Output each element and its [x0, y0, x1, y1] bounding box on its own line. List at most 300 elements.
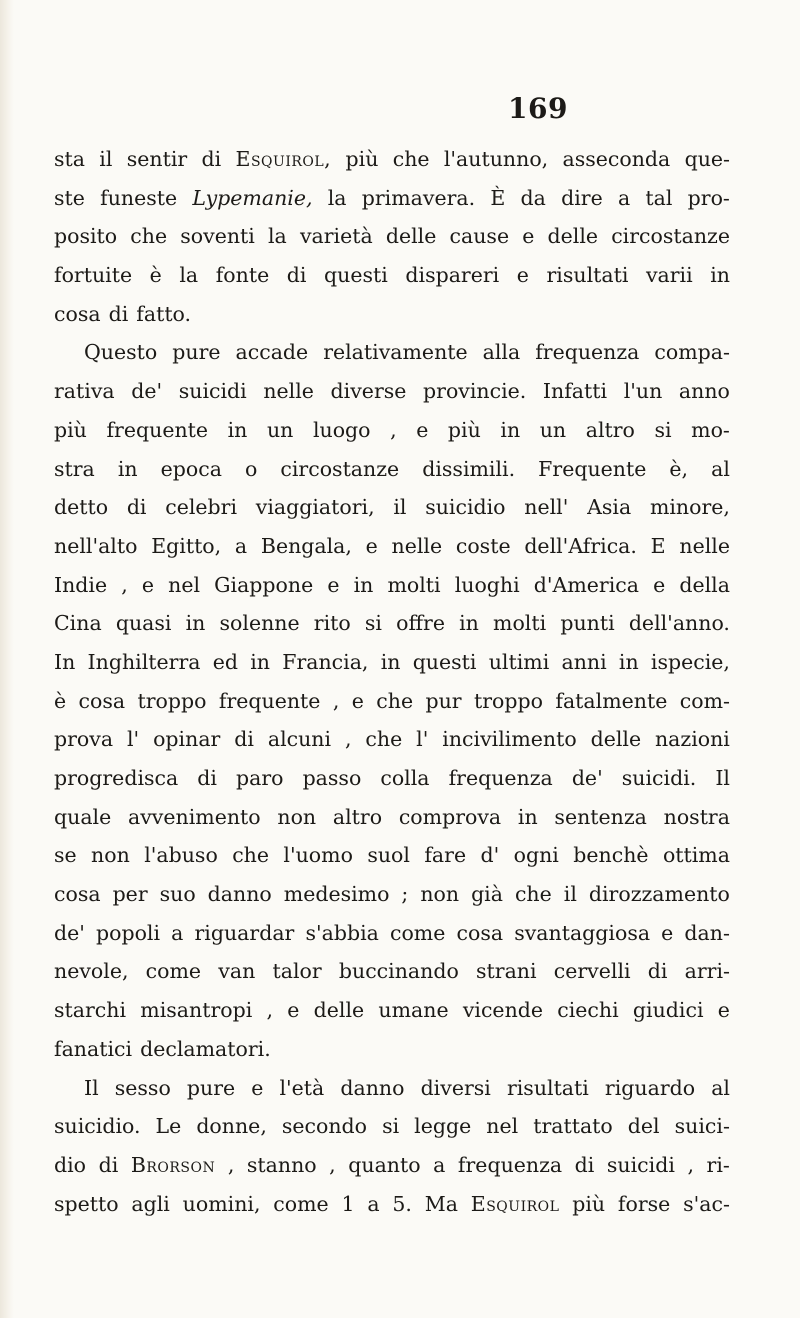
- word: di: [98, 1152, 119, 1177]
- word: l'uomo: [283, 843, 353, 868]
- word: detto: [54, 495, 109, 520]
- word: soventi: [180, 224, 255, 249]
- word: suo: [159, 882, 196, 907]
- word: frequente: [218, 688, 321, 713]
- word: dire: [561, 185, 603, 210]
- word: come: [145, 959, 202, 984]
- word: Inghilterra: [87, 649, 201, 674]
- word: anno: [678, 379, 730, 404]
- text-line: [54, 991, 730, 1030]
- word: in: [250, 649, 270, 674]
- word: suol: [367, 843, 410, 868]
- word: pro-: [687, 185, 730, 210]
- word: e: [522, 224, 535, 249]
- word: prova: [54, 727, 114, 752]
- word: delle: [385, 224, 437, 249]
- word: provincie.: [423, 379, 527, 404]
- word: cause: [449, 224, 510, 249]
- word: l': [416, 727, 429, 752]
- word: se: [54, 843, 77, 868]
- word: s'ac-: [683, 1191, 730, 1216]
- word: il: [563, 882, 577, 907]
- word: Ma: [424, 1191, 458, 1216]
- word: starchi: [54, 998, 127, 1023]
- text-line: [54, 333, 730, 372]
- word: nostra: [663, 804, 730, 829]
- word: Cina: [54, 611, 102, 636]
- word: trattato: [533, 1114, 613, 1139]
- word: ogni: [513, 843, 559, 868]
- text-line: [54, 411, 730, 450]
- word: si: [382, 1114, 400, 1139]
- word: e: [351, 688, 364, 713]
- word: avvenimento: [128, 804, 261, 829]
- word: nell': [524, 495, 569, 520]
- word: frequenza: [457, 1152, 563, 1177]
- word: di: [108, 301, 129, 326]
- word: a: [234, 533, 248, 558]
- word: vicende: [462, 998, 544, 1023]
- word: l'età: [279, 1075, 325, 1100]
- word: che: [376, 688, 414, 713]
- word: e: [516, 263, 529, 288]
- word: nel: [486, 1114, 519, 1139]
- text-line: [54, 1146, 730, 1185]
- word: svantaggiosa: [514, 920, 651, 945]
- word: in: [117, 456, 138, 481]
- text-line: [54, 682, 730, 721]
- word: giudici: [632, 998, 704, 1023]
- word: che: [130, 224, 168, 249]
- word: riguardar: [194, 920, 295, 945]
- text-line: [54, 1030, 730, 1069]
- word: quasi: [115, 611, 172, 636]
- text-line: [54, 604, 730, 643]
- word: fonte: [215, 263, 270, 288]
- word: ,: [687, 1152, 694, 1177]
- word: varii: [645, 263, 693, 288]
- word: molti: [493, 611, 547, 636]
- word: a: [433, 1152, 446, 1177]
- text-line: [54, 179, 730, 218]
- word: ri-: [706, 1152, 730, 1177]
- word: ottima: [662, 843, 730, 868]
- word: della: [679, 572, 730, 597]
- word: accade: [235, 340, 309, 365]
- word: ,: [332, 688, 340, 713]
- word: opinar: [153, 727, 221, 752]
- word: quale: [54, 804, 112, 829]
- word: agli: [131, 1191, 170, 1216]
- text-line: [54, 643, 730, 682]
- word: rativa: [54, 379, 115, 404]
- text-line: [54, 256, 730, 295]
- word: com-: [679, 688, 730, 713]
- word: luogo: [312, 417, 371, 442]
- word: paro: [236, 766, 284, 790]
- word: più: [447, 417, 481, 442]
- page-binding-edge: [0, 0, 14, 1318]
- word: in: [353, 572, 374, 597]
- word: cervelli: [553, 959, 631, 984]
- word: la: [327, 185, 347, 210]
- word: cosa: [78, 688, 126, 713]
- word: è,: [669, 456, 689, 481]
- word: celebri: [165, 495, 238, 520]
- word: Lypemanie,: [192, 185, 313, 210]
- word: per: [112, 882, 148, 907]
- word: talor: [272, 959, 322, 984]
- text-line: [54, 952, 730, 991]
- word: donne,: [196, 1114, 267, 1139]
- word: dispareri: [405, 263, 500, 288]
- word: o: [245, 456, 258, 481]
- word: Giappone: [214, 572, 314, 597]
- word: È: [490, 185, 506, 210]
- word: secondo: [281, 1114, 368, 1139]
- word: diverse: [330, 379, 407, 404]
- word: in: [710, 263, 730, 288]
- word: colla: [380, 766, 430, 790]
- word: dan-: [684, 920, 730, 945]
- word: buccinando: [338, 959, 459, 984]
- word: in: [517, 804, 538, 829]
- word: più: [572, 1191, 606, 1216]
- word: che: [514, 882, 552, 907]
- word: che: [365, 727, 403, 752]
- word: quanto: [348, 1152, 421, 1177]
- word: uomini,: [182, 1191, 261, 1216]
- word: l': [126, 727, 140, 752]
- text-line: [54, 875, 730, 914]
- word: un: [539, 417, 567, 442]
- word: Egitto,: [151, 533, 222, 558]
- word: Le: [155, 1114, 182, 1139]
- word: che: [392, 147, 430, 171]
- word: solenne: [219, 611, 300, 636]
- word: d': [480, 843, 500, 868]
- word: funeste: [100, 185, 178, 210]
- word: di: [201, 147, 222, 171]
- word: delle: [547, 224, 599, 249]
- word: pur: [425, 688, 462, 713]
- word: suicidi: [178, 379, 247, 404]
- word: nevole,: [54, 959, 129, 984]
- word: di: [647, 959, 668, 984]
- word: non: [420, 882, 460, 907]
- word: altro: [585, 417, 635, 442]
- word: mo-: [691, 417, 730, 442]
- word: Il: [715, 766, 730, 790]
- word: come: [389, 920, 446, 945]
- word: asseconda: [562, 147, 671, 171]
- word: riguardo: [604, 1075, 696, 1100]
- word: e: [661, 920, 674, 945]
- word: dell'anno.: [628, 611, 730, 636]
- body-text: [54, 140, 730, 1223]
- word: umane: [378, 998, 449, 1023]
- word: e: [141, 572, 155, 597]
- word: ed: [212, 649, 238, 674]
- word: l'autunno,: [443, 147, 549, 171]
- word: coste: [455, 533, 511, 558]
- word: fatalmente: [555, 688, 668, 713]
- word: de': [571, 766, 603, 790]
- text-line: [54, 488, 730, 527]
- word: de': [131, 379, 163, 404]
- word: molti: [387, 572, 441, 597]
- word: posito: [54, 224, 118, 249]
- text-line: [54, 140, 730, 179]
- word: in: [227, 417, 248, 442]
- word: cosa: [456, 920, 504, 945]
- text-line: [54, 759, 730, 798]
- word: delle: [590, 727, 642, 752]
- word: non: [91, 843, 130, 868]
- word: E: [650, 533, 666, 558]
- word: in: [500, 417, 521, 442]
- word: circostanze: [280, 456, 400, 481]
- word: e: [365, 533, 378, 558]
- word: delle: [313, 998, 365, 1023]
- word: Bengala,: [260, 533, 352, 558]
- word: frequenza: [448, 766, 553, 790]
- word: medesimo: [283, 882, 390, 907]
- word: al: [711, 456, 730, 481]
- word: e: [327, 572, 340, 597]
- word: compa-: [654, 340, 730, 365]
- word: pure: [172, 340, 221, 365]
- word: luoghi: [454, 572, 520, 597]
- word: risultati: [506, 1075, 589, 1100]
- word: frequente: [106, 417, 209, 442]
- text-line: [54, 1069, 730, 1108]
- word: che: [232, 843, 270, 868]
- word: Asia: [587, 495, 632, 520]
- word: ;: [401, 882, 409, 907]
- word: Indie: [54, 572, 108, 597]
- word: passo: [302, 766, 362, 790]
- word: Il: [84, 1075, 99, 1100]
- word: sentenza: [554, 804, 647, 829]
- word: in: [459, 611, 479, 636]
- word: danno: [207, 882, 272, 907]
- page-number: 169: [508, 92, 568, 125]
- word: alla: [482, 340, 521, 365]
- word: e: [717, 998, 730, 1023]
- word: nel: [168, 572, 201, 597]
- word: alcuni: [267, 727, 332, 752]
- word: altro: [332, 804, 383, 829]
- word: la: [268, 224, 287, 249]
- text-line: [54, 217, 730, 256]
- word: nelle: [391, 533, 443, 558]
- word: sta: [54, 147, 85, 171]
- word: di: [234, 727, 254, 752]
- word: nazioni: [654, 727, 730, 752]
- word: offre: [396, 611, 445, 636]
- word: ,: [390, 417, 397, 442]
- word: spetto: [54, 1191, 119, 1216]
- word: al: [711, 1075, 730, 1100]
- word: stra: [54, 456, 95, 481]
- word: è: [54, 688, 67, 713]
- word: di: [286, 263, 307, 288]
- word: Infatti: [542, 379, 608, 404]
- word: in: [380, 649, 401, 674]
- text-line: [54, 1107, 730, 1146]
- word: ste: [54, 185, 85, 210]
- word: circostanze: [611, 224, 730, 249]
- word: viaggiatori,: [255, 495, 375, 520]
- word: il: [393, 495, 407, 520]
- word: dirozzamento: [588, 882, 730, 907]
- word: Francia,: [282, 649, 369, 674]
- word: nelle: [263, 379, 314, 404]
- word: ,: [266, 998, 274, 1023]
- word: troppo: [137, 688, 207, 713]
- word: arri-: [684, 959, 730, 984]
- word: stanno: [246, 1152, 317, 1177]
- word: più: [345, 147, 379, 171]
- word: declamatori.: [140, 1036, 271, 1061]
- word: l'abuso: [144, 843, 218, 868]
- word: e: [653, 572, 666, 597]
- word: primavera.: [361, 185, 476, 210]
- word: in: [185, 611, 206, 636]
- text-line: [54, 372, 730, 411]
- text-line: [54, 527, 730, 566]
- word: van: [218, 959, 256, 984]
- word: sentir: [126, 147, 188, 171]
- word: a: [617, 185, 631, 210]
- word: epoca: [160, 456, 222, 481]
- word: frequenza: [535, 340, 640, 365]
- word: come: [273, 1191, 329, 1216]
- word: forse: [617, 1191, 671, 1216]
- word: benchè: [573, 843, 649, 868]
- word: 1: [341, 1191, 355, 1216]
- word: risultati: [546, 263, 629, 288]
- word: popoli: [96, 920, 161, 945]
- word: di: [126, 495, 147, 520]
- text-line: [54, 450, 730, 489]
- word: e: [287, 998, 300, 1023]
- word: è: [149, 263, 162, 288]
- word: del: [627, 1114, 660, 1139]
- word: dio: [54, 1152, 87, 1177]
- word: varietà: [299, 224, 373, 249]
- word: misantropi: [140, 998, 253, 1023]
- word: fanatici: [54, 1036, 133, 1061]
- word: non: [277, 804, 317, 829]
- word: ,: [227, 1152, 235, 1177]
- word: questi: [412, 649, 477, 674]
- word: incivilimento: [442, 727, 577, 752]
- word: il: [99, 147, 113, 171]
- word: de': [54, 920, 85, 945]
- word: suicidio.: [54, 1114, 141, 1139]
- word: questi: [324, 263, 388, 288]
- word: Esquirol: [470, 1191, 560, 1216]
- word: danno: [340, 1075, 405, 1100]
- word: dissimili.: [422, 456, 516, 481]
- word: minore,: [649, 495, 730, 520]
- word: legge: [414, 1114, 472, 1139]
- word: da: [520, 185, 546, 210]
- text-line: [54, 836, 730, 875]
- word: punti: [560, 611, 615, 636]
- word: ,: [344, 727, 352, 752]
- word: relativamente: [323, 340, 468, 365]
- word: s'abbia: [305, 920, 379, 945]
- word: Questo: [84, 340, 158, 365]
- word: que-: [684, 147, 730, 171]
- word: un: [266, 417, 294, 442]
- word: rito: [313, 611, 351, 636]
- word: troppo: [474, 688, 543, 713]
- word: ,: [329, 1152, 336, 1177]
- word: si: [654, 417, 672, 442]
- text-line: [54, 798, 730, 837]
- word: già: [471, 882, 503, 907]
- word: a: [171, 920, 184, 945]
- word: suicidi.: [621, 766, 697, 790]
- word: In: [54, 649, 76, 674]
- word: nell'alto: [54, 533, 138, 558]
- word: ispecie,: [650, 649, 730, 674]
- word: cosa: [54, 882, 101, 907]
- text-line: [54, 914, 730, 953]
- word: suicidi: [606, 1152, 675, 1177]
- text-line: [54, 566, 730, 605]
- word: anni: [561, 649, 607, 674]
- word: la: [179, 263, 199, 288]
- word: suici-: [674, 1114, 730, 1139]
- word: comprova: [398, 804, 502, 829]
- text-line: [54, 1185, 730, 1224]
- word: Frequente: [538, 456, 647, 481]
- word: cosa: [54, 301, 101, 326]
- word: fatto.: [136, 301, 192, 326]
- word: e: [416, 417, 429, 442]
- word: nelle: [679, 533, 730, 558]
- word: tal: [645, 185, 673, 210]
- word: fortuite: [54, 263, 133, 288]
- text-line: [54, 720, 730, 759]
- word: ciechi: [557, 998, 619, 1023]
- word: di: [197, 766, 217, 790]
- word: sesso: [114, 1075, 171, 1100]
- word: ,: [121, 572, 128, 597]
- word: Esquirol,: [235, 147, 332, 171]
- word: si: [364, 611, 382, 636]
- word: in: [618, 649, 639, 674]
- word: pure: [186, 1075, 236, 1100]
- word: a: [367, 1191, 380, 1216]
- word: strani: [476, 959, 537, 984]
- word: e: [251, 1075, 264, 1100]
- word: più: [54, 417, 87, 442]
- word: d'America: [533, 572, 639, 597]
- word: fare: [424, 843, 467, 868]
- word: Brorson: [130, 1152, 216, 1177]
- word: ultimi: [488, 649, 550, 674]
- text-line: [54, 295, 730, 334]
- word: suicidio: [425, 495, 506, 520]
- word: di: [574, 1152, 595, 1177]
- word: l'un: [623, 379, 663, 404]
